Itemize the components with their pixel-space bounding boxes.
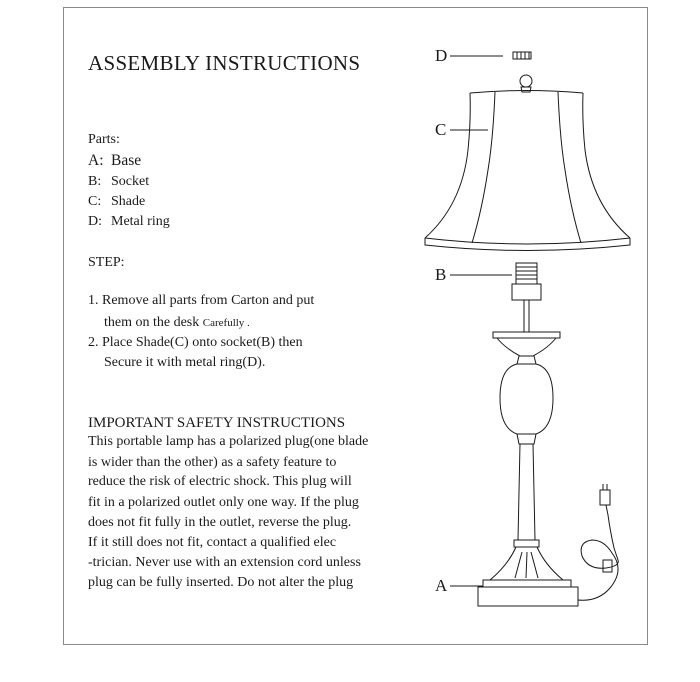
callout-label-d: D	[435, 46, 448, 65]
safety-line: If it still does not fit, contact a qualified elec	[88, 535, 337, 550]
step-1-line-1: 1. Remove all parts from Carton and put	[88, 293, 315, 308]
part-name: Socket	[111, 174, 150, 189]
safety-line: This portable lamp has a polarized plug(one blade	[88, 434, 369, 449]
lamp-base-icon	[478, 332, 578, 606]
metal-ring-icon	[513, 52, 531, 59]
part-name: Metal ring	[111, 214, 170, 229]
callout-label-a: A	[435, 576, 448, 595]
safety-line: does not fit fully in the outlet, reverse the plug.	[88, 515, 352, 530]
callout-label-b: B	[435, 265, 447, 284]
parts-heading: Parts:	[88, 132, 120, 147]
part-letter: A:	[88, 152, 104, 169]
safety-line: fit in a polarized outlet only one way. If the plug	[88, 495, 359, 510]
part-letter: B:	[88, 174, 102, 189]
callout-leaders	[450, 56, 512, 586]
step-2-line-1: 2. Place Shade(C) onto socket(B) then	[88, 335, 303, 350]
steps-heading: STEP:	[88, 255, 125, 270]
safety-line: is wider than the other) as a safety feature to	[88, 455, 337, 470]
step-2-line-2: Secure it with metal ring(D).	[104, 355, 266, 370]
safety-heading: IMPORTANT SAFETY INSTRUCTIONS	[88, 415, 346, 431]
step-1-text: them on the desk	[104, 315, 203, 330]
callout-label-c: C	[435, 120, 447, 139]
part-letter: C:	[88, 194, 102, 209]
lamp-shade-icon	[425, 75, 630, 251]
part-name: Shade	[111, 194, 146, 209]
safety-line: reduce the risk of electric shock. This plug will	[88, 474, 352, 489]
page-title: ASSEMBLY INSTRUCTIONS	[88, 51, 361, 75]
socket-icon	[512, 263, 541, 332]
power-cord-icon	[578, 484, 618, 600]
part-letter: D:	[88, 214, 102, 229]
safety-line: -trician. Never use with an extension cord unless	[88, 555, 361, 570]
safety-line: plug can be fully inserted. Do not alter the plug	[88, 575, 354, 590]
part-name: Base	[111, 152, 142, 169]
step-1-small-text: Carefully .	[202, 317, 250, 329]
